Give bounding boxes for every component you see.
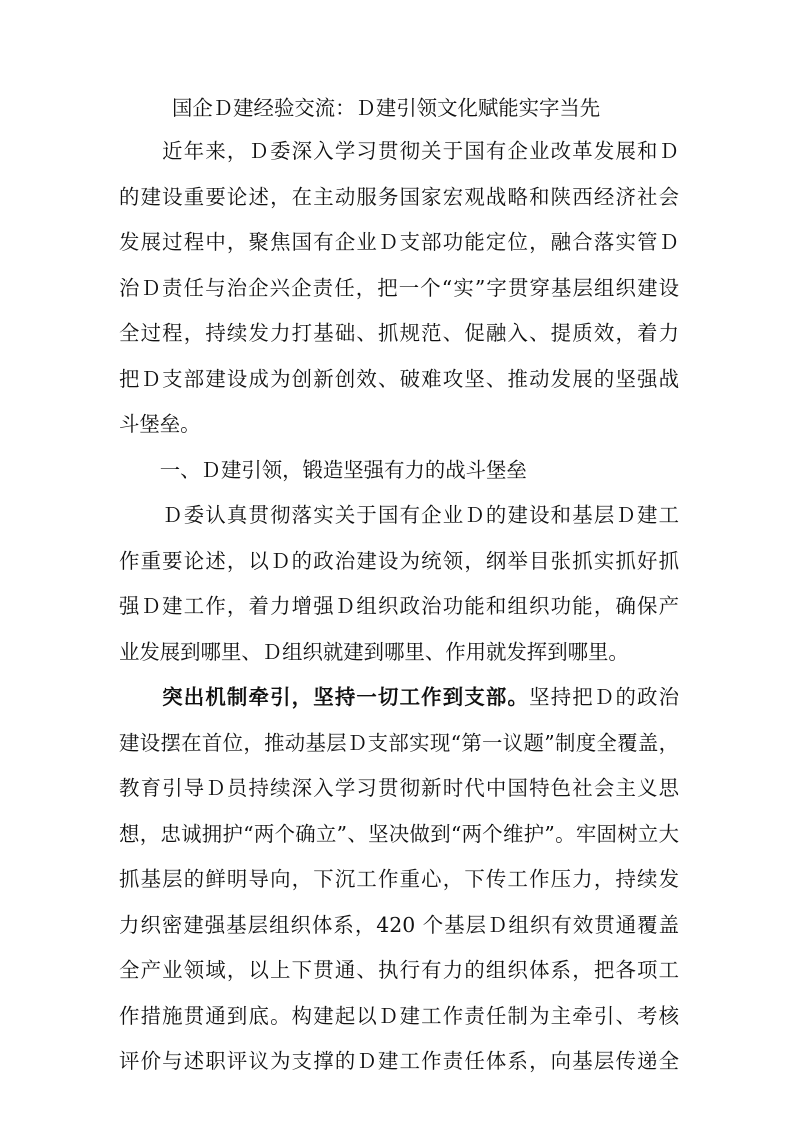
paragraph-line: 业发展到哪里、Ｄ组织就建到哪里、作用就发挥到哪里。 bbox=[119, 640, 629, 664]
paragraph-line: 力织密建强基层组织体系，420 个基层Ｄ组织有效贯通覆盖 bbox=[119, 913, 679, 937]
bold-lead-text: 突出机制牵引，坚持一切工作到支部。 bbox=[119, 685, 530, 709]
paragraph-line: 的建设重要论述，在主动服务国家宏观战略和陕西经济社会 bbox=[119, 185, 679, 209]
paragraph-line: 斗堡垒。 bbox=[119, 412, 201, 436]
section-heading: 一、Ｄ建引领，锻造坚强有力的战斗堡垒 bbox=[119, 458, 527, 482]
paragraph-line: 建设摆在首位，推动基层Ｄ支部实现“第一议题”制度全覆盖， bbox=[119, 731, 679, 755]
paragraph-first-line bbox=[119, 677, 679, 717]
paragraph-line: 把Ｄ支部建设成为创新创效、破难攻坚、推动发展的坚强战 bbox=[119, 367, 679, 391]
document-title: 国企Ｄ建经验交流：Ｄ建引领文化赋能实字当先 bbox=[172, 96, 601, 120]
paragraph-line: 评价与述职评议为支撑的Ｄ建工作责任体系，向基层传递全 bbox=[119, 1049, 679, 1073]
paragraph-line: Ｄ委认真贯彻落实关于国有企业Ｄ的建设和基层Ｄ建工 bbox=[119, 503, 679, 527]
paragraph-line: 发展过程中，聚焦国有企业Ｄ支部功能定位，融合落实管Ｄ bbox=[119, 230, 679, 254]
paragraph-text: 坚持把Ｄ的政治 bbox=[529, 685, 679, 709]
paragraph-line: 作措施贯通到底。构建起以Ｄ建工作责任制为主牵引、考核 bbox=[119, 1004, 679, 1028]
paragraph-line: 全产业领域，以上下贯通、执行有力的组织体系，把各项工 bbox=[119, 958, 679, 982]
paragraph-line: 强Ｄ建工作，着力增强Ｄ组织政治功能和组织功能，确保产 bbox=[119, 594, 679, 618]
paragraph-line: 抓基层的鲜明导向，下沉工作重心，下传工作压力，持续发 bbox=[119, 867, 679, 891]
paragraph-line: 教育引导Ｄ员持续深入学习贯彻新时代中国特色社会主义思 bbox=[119, 776, 679, 800]
paragraph-line: 想，忠诚拥护“两个确立”、坚决做到“两个维护”。牢固树立大 bbox=[119, 822, 679, 846]
paragraph-line: 治Ｄ责任与治企兴企责任，把一个“实”字贯穿基层组织建设 bbox=[119, 276, 679, 300]
paragraph-line: 作重要论述，以Ｄ的政治建设为统领，纲举目张抓实抓好抓 bbox=[119, 549, 679, 573]
paragraph-line: 全过程，持续发力打基础、抓规范、促融入、提质效，着力 bbox=[119, 321, 679, 345]
paragraph-line: 近年来，Ｄ委深入学习贯彻关于国有企业改革发展和Ｄ bbox=[119, 139, 679, 163]
